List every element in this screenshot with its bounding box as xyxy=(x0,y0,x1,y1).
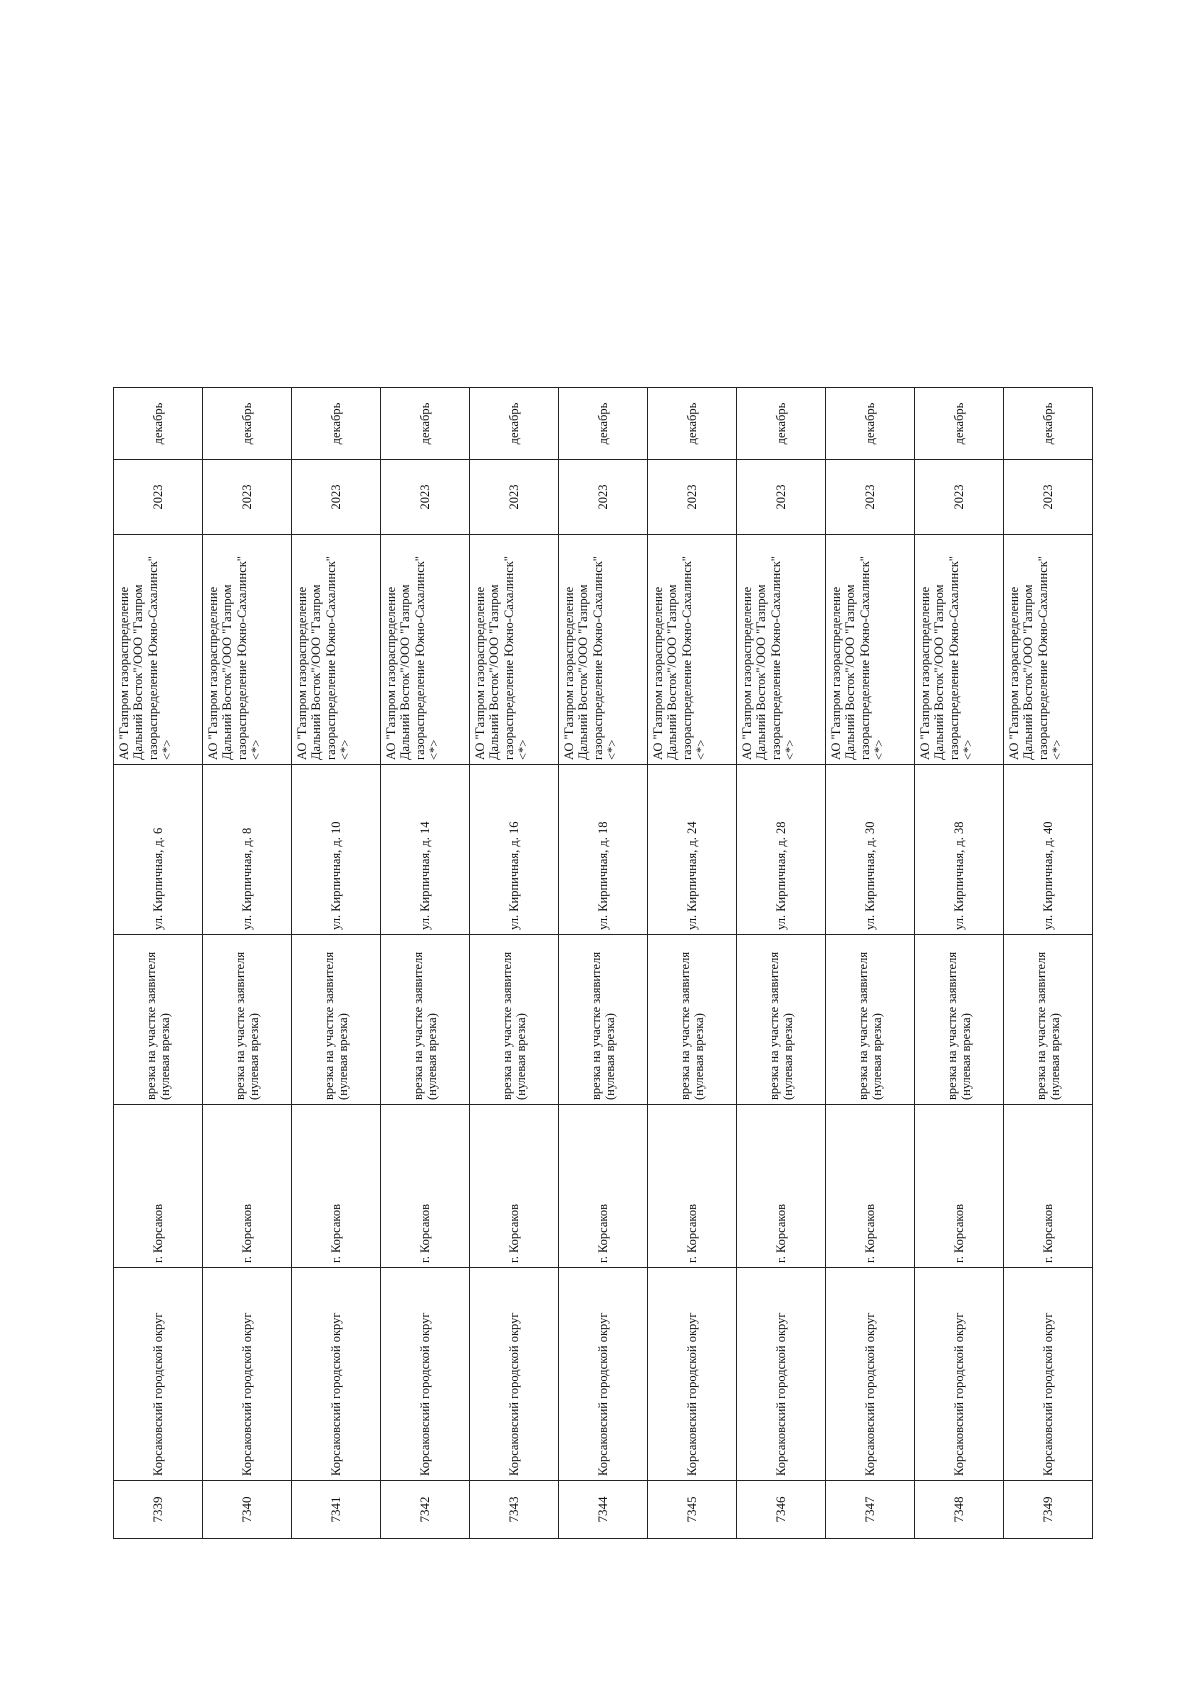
table-row xyxy=(1004,388,1093,1539)
month-cell: декабрь xyxy=(203,388,292,460)
city-cell: г. Корсаков xyxy=(203,1105,292,1268)
district-cell: Корсаковский городской округ xyxy=(559,1268,648,1481)
connection-type-cell: врезка на участке заявителя (нулевая врезка) xyxy=(559,935,648,1105)
address-cell: ул. Кирпичная, д. 24 xyxy=(648,765,737,935)
district-cell: Корсаковский городской округ xyxy=(648,1268,737,1481)
row-number: 7345 xyxy=(648,1481,737,1539)
address-cell: ул. Кирпичная, д. 16 xyxy=(470,765,559,935)
row-number: 7341 xyxy=(292,1481,381,1539)
district-cell: Корсаковский городской округ xyxy=(203,1268,292,1481)
month-cell: декабрь xyxy=(1004,388,1093,460)
table-row xyxy=(381,388,470,1539)
organization-cell: АО "Газпром газораспределение Дальний Восток"/ООО "Газпром газораспределение Южно-Сахалинск" <*> xyxy=(559,535,648,765)
district-cell: Корсаковский городской округ xyxy=(381,1268,470,1481)
city-cell: г. Корсаков xyxy=(381,1105,470,1268)
connection-type-cell: врезка на участке заявителя (нулевая врезка) xyxy=(114,935,203,1105)
row-number: 7339 xyxy=(114,1481,203,1539)
month-cell: декабрь xyxy=(915,388,1004,460)
organization-cell: АО "Газпром газораспределение Дальний Восток"/ООО "Газпром газораспределение Южно-Сахалинск" <*> xyxy=(648,535,737,765)
address-cell: ул. Кирпичная, д. 14 xyxy=(381,765,470,935)
row-number: 7346 xyxy=(737,1481,826,1539)
row-number: 7349 xyxy=(1004,1481,1093,1539)
table-row xyxy=(203,388,292,1539)
city-cell: г. Корсаков xyxy=(915,1105,1004,1268)
month-cell: декабрь xyxy=(737,388,826,460)
connection-type-cell: врезка на участке заявителя (нулевая врезка) xyxy=(203,935,292,1105)
connection-type-cell: врезка на участке заявителя (нулевая врезка) xyxy=(470,935,559,1105)
month-cell: декабрь xyxy=(559,388,648,460)
table-row xyxy=(470,388,559,1539)
connection-type-cell: врезка на участке заявителя (нулевая врезка) xyxy=(1004,935,1093,1105)
year-cell: 2023 xyxy=(381,460,470,535)
month-cell: декабрь xyxy=(470,388,559,460)
table-body xyxy=(114,388,1093,1539)
city-cell: г. Корсаков xyxy=(1004,1105,1093,1268)
connection-type-cell: врезка на участке заявителя (нулевая врезка) xyxy=(737,935,826,1105)
city-cell: г. Корсаков xyxy=(114,1105,203,1268)
district-cell: Корсаковский городской округ xyxy=(292,1268,381,1481)
organization-cell: АО "Газпром газораспределение Дальний Восток"/ООО "Газпром газораспределение Южно-Сахалинск" <*> xyxy=(1004,535,1093,765)
month-cell: декабрь xyxy=(292,388,381,460)
city-cell: г. Корсаков xyxy=(559,1105,648,1268)
address-cell: ул. Кирпичная, д. 38 xyxy=(915,765,1004,935)
organization-cell: АО "Газпром газораспределение Дальний Восток"/ООО "Газпром газораспределение Южно-Сахалинск" <*> xyxy=(203,535,292,765)
organization-cell: АО "Газпром газораспределение Дальний Восток"/ООО "Газпром газораспределение Южно-Сахалинск" <*> xyxy=(292,535,381,765)
row-number: 7347 xyxy=(826,1481,915,1539)
table-row xyxy=(915,388,1004,1539)
year-cell: 2023 xyxy=(559,460,648,535)
connection-type-cell: врезка на участке заявителя (нулевая врезка) xyxy=(648,935,737,1105)
gas-connection-table xyxy=(113,387,1093,1539)
table-row xyxy=(114,388,203,1539)
table-row xyxy=(648,388,737,1539)
district-cell: Корсаковский городской округ xyxy=(915,1268,1004,1481)
address-cell: ул. Кирпичная, д. 28 xyxy=(737,765,826,935)
district-cell: Корсаковский городской округ xyxy=(1004,1268,1093,1481)
address-cell: ул. Кирпичная, д. 18 xyxy=(559,765,648,935)
address-cell: ул. Кирпичная, д. 10 xyxy=(292,765,381,935)
row-number: 7342 xyxy=(381,1481,470,1539)
month-cell: декабрь xyxy=(114,388,203,460)
city-cell: г. Корсаков xyxy=(648,1105,737,1268)
organization-cell: АО "Газпром газораспределение Дальний Восток"/ООО "Газпром газораспределение Южно-Сахалинск" <*> xyxy=(381,535,470,765)
year-cell: 2023 xyxy=(1004,460,1093,535)
organization-cell: АО "Газпром газораспределение Дальний Восток"/ООО "Газпром газораспределение Южно-Сахалинск" <*> xyxy=(915,535,1004,765)
address-cell: ул. Кирпичная, д. 6 xyxy=(114,765,203,935)
district-cell: Корсаковский городской округ xyxy=(737,1268,826,1481)
year-cell: 2023 xyxy=(737,460,826,535)
month-cell: декабрь xyxy=(648,388,737,460)
year-cell: 2023 xyxy=(470,460,559,535)
organization-cell: АО "Газпром газораспределение Дальний Восток"/ООО "Газпром газораспределение Южно-Сахалинск" <*> xyxy=(114,535,203,765)
connection-type-cell: врезка на участке заявителя (нулевая врезка) xyxy=(826,935,915,1105)
row-number: 7340 xyxy=(203,1481,292,1539)
organization-cell: АО "Газпром газораспределение Дальний Восток"/ООО "Газпром газораспределение Южно-Сахалинск" <*> xyxy=(826,535,915,765)
organization-cell: АО "Газпром газораспределение Дальний Восток"/ООО "Газпром газораспределение Южно-Сахалинск" <*> xyxy=(737,535,826,765)
month-cell: декабрь xyxy=(826,388,915,460)
connection-type-cell: врезка на участке заявителя (нулевая врезка) xyxy=(292,935,381,1105)
district-cell: Корсаковский городской округ xyxy=(826,1268,915,1481)
rotated-table-wrapper xyxy=(113,388,1093,1539)
city-cell: г. Корсаков xyxy=(826,1105,915,1268)
year-cell: 2023 xyxy=(203,460,292,535)
table-row xyxy=(292,388,381,1539)
row-number: 7348 xyxy=(915,1481,1004,1539)
table-row xyxy=(737,388,826,1539)
row-number: 7344 xyxy=(559,1481,648,1539)
address-cell: ул. Кирпичная, д. 30 xyxy=(826,765,915,935)
address-cell: ул. Кирпичная, д. 8 xyxy=(203,765,292,935)
year-cell: 2023 xyxy=(648,460,737,535)
month-cell: декабрь xyxy=(381,388,470,460)
row-number: 7343 xyxy=(470,1481,559,1539)
organization-cell: АО "Газпром газораспределение Дальний Восток"/ООО "Газпром газораспределение Южно-Сахалинск" <*> xyxy=(470,535,559,765)
connection-type-cell: врезка на участке заявителя (нулевая врезка) xyxy=(381,935,470,1105)
year-cell: 2023 xyxy=(915,460,1004,535)
table-row xyxy=(826,388,915,1539)
district-cell: Корсаковский городской округ xyxy=(470,1268,559,1481)
table-row xyxy=(559,388,648,1539)
district-cell: Корсаковский городской округ xyxy=(114,1268,203,1481)
city-cell: г. Корсаков xyxy=(737,1105,826,1268)
city-cell: г. Корсаков xyxy=(470,1105,559,1268)
year-cell: 2023 xyxy=(292,460,381,535)
connection-type-cell: врезка на участке заявителя (нулевая врезка) xyxy=(915,935,1004,1105)
address-cell: ул. Кирпичная, д. 40 xyxy=(1004,765,1093,935)
city-cell: г. Корсаков xyxy=(292,1105,381,1268)
year-cell: 2023 xyxy=(826,460,915,535)
year-cell: 2023 xyxy=(114,460,203,535)
